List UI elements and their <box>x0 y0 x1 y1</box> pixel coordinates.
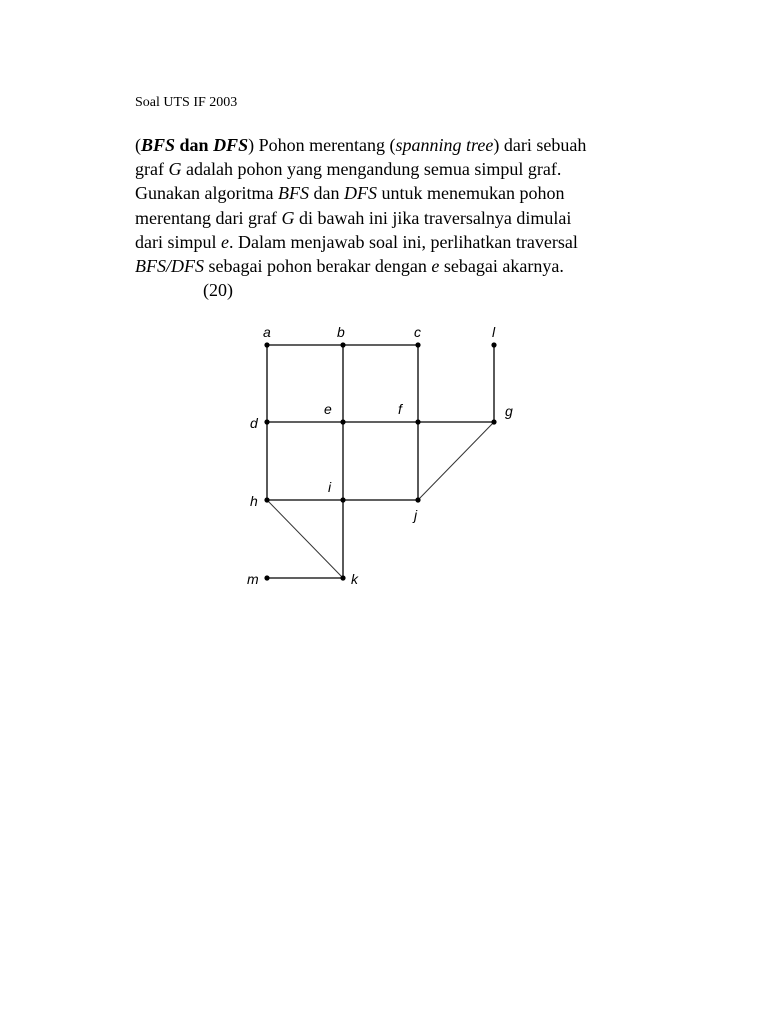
term-bfs: BFS <box>141 135 176 155</box>
open-paren: ( <box>135 135 141 155</box>
vertex-b <box>340 342 345 347</box>
text-fragment: di bawah ini jika traversalnya dimulai <box>294 207 572 228</box>
term-spanning-tree: spanning tree <box>395 135 494 155</box>
term-bfs: BFS <box>277 183 309 204</box>
var-e: e <box>221 231 229 252</box>
vertex-h <box>264 497 269 502</box>
edges-layer <box>267 345 494 578</box>
vertex-c <box>415 342 420 347</box>
var-g: G <box>168 159 182 180</box>
text-fragment: sebagai akarnya. <box>439 256 564 277</box>
vertex-d <box>264 419 269 424</box>
var-g: G <box>281 207 295 228</box>
vertex-k <box>340 575 345 580</box>
text-fragment: adalah pohon yang mengandung semua simpul graf. <box>181 159 562 180</box>
vertex-label-l: l <box>492 324 496 340</box>
term-dfs: DFS <box>213 135 249 155</box>
vertices-layer <box>264 342 496 580</box>
vertex-label-a: a <box>263 324 271 340</box>
vertex-label-e: e <box>324 401 332 417</box>
text-fragment: . Dalam menjawab soal ini, perlihatkan traversal <box>229 231 578 252</box>
text-fragment: ) dari sebuah <box>493 135 587 155</box>
text-fragment: sebagai pohon berakar dengan <box>204 256 432 277</box>
text-fragment: merentang dari graf <box>135 207 282 228</box>
vertex-label-h: h <box>250 493 258 509</box>
text-fragment: dan <box>308 183 344 204</box>
vertex-label-b: b <box>337 324 345 340</box>
vertex-label-j: j <box>414 507 418 523</box>
labels-layer <box>247 324 513 587</box>
word-dan: dan <box>175 135 214 155</box>
score-label: (20) <box>203 280 233 301</box>
text-fragment: ) Pohon merentang ( <box>248 135 396 155</box>
vertex-label-d: d <box>250 415 258 431</box>
vertex-j <box>415 497 420 502</box>
vertex-m <box>264 575 269 580</box>
vertex-f <box>415 419 420 424</box>
vertex-label-i: i <box>328 479 332 495</box>
vertex-g <box>491 419 496 424</box>
document-header: Soal UTS IF 2003 <box>135 95 238 110</box>
vertex-label-g: g <box>505 403 513 419</box>
edge-h-k <box>267 500 343 578</box>
term-dfs: DFS <box>343 183 377 204</box>
text-fragment: dari simpul <box>135 231 221 252</box>
vertex-label-k: k <box>351 571 358 587</box>
vertex-e <box>340 419 345 424</box>
text-fragment: Gunakan algoritma <box>135 183 278 204</box>
vertex-label-c: c <box>414 324 421 340</box>
text-fragment: untuk menemukan pohon <box>376 183 565 204</box>
vertex-l <box>491 342 496 347</box>
vertex-label-m: m <box>247 571 259 587</box>
var-e: e <box>431 256 440 277</box>
edge-j-g <box>418 422 494 500</box>
vertex-i <box>340 497 345 502</box>
text-fragment: graf <box>135 159 169 180</box>
vertex-a <box>264 342 269 347</box>
vertex-label-f: f <box>398 401 402 417</box>
term-bfs-dfs: BFS/DFS <box>135 256 204 277</box>
